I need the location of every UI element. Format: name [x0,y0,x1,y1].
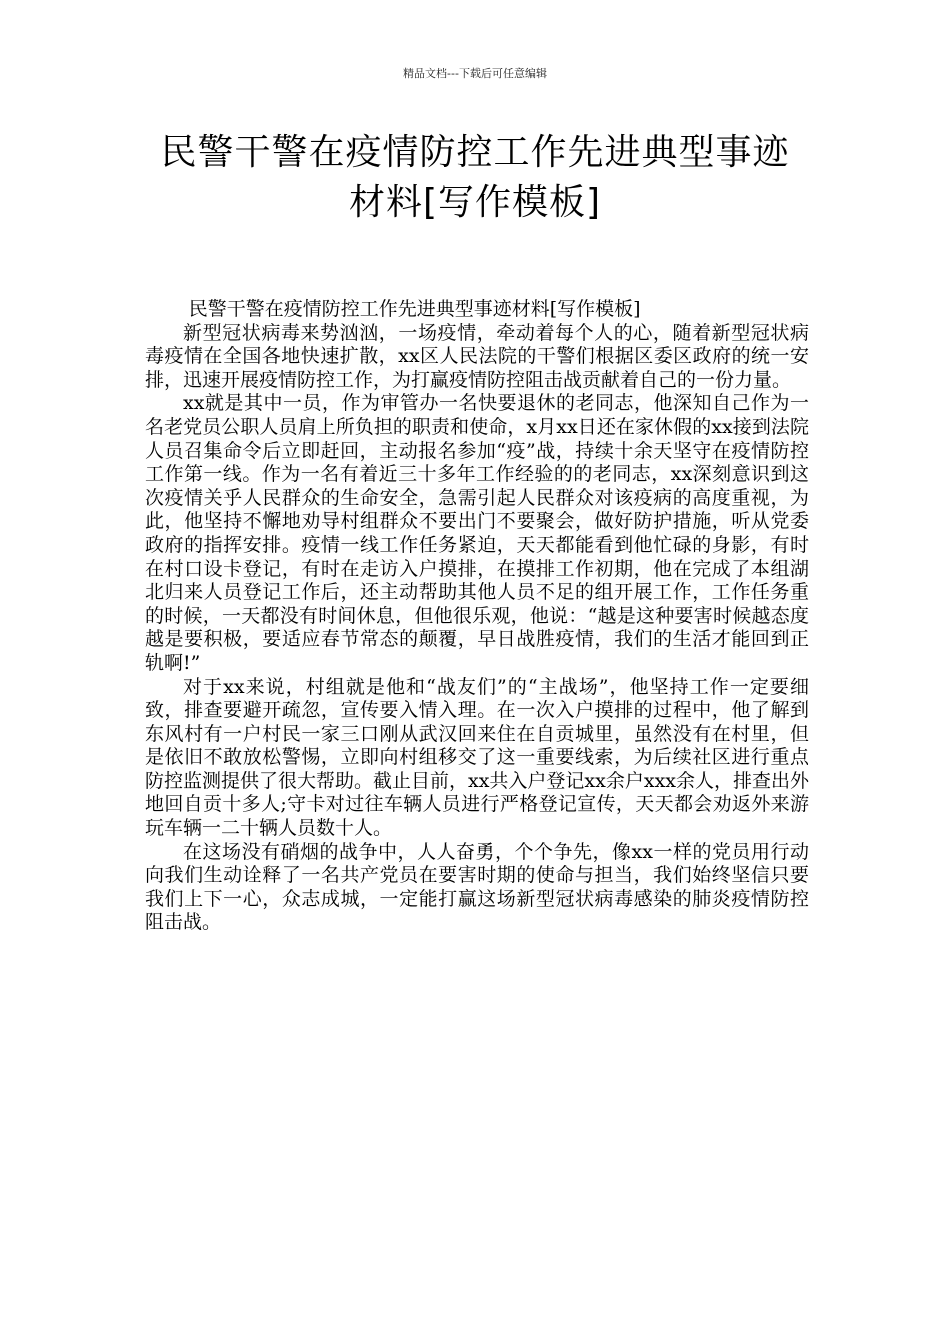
body-paragraph: xx就是其中一员，作为审管办一名快要退休的老同志，他深知自己作为一名老党员公职人员肩上所负担的职责和使命，x月xx日还在家休假的xx接到法院人员召集命令后立即赶回，主动报名参加“疫”战，持续十余天坚守在疫情防控工作第一线。作为一名有着近三十多年工作经验的的老同志，xx深刻意识到这次疫情关乎人民群众的生命安全，急需引起人民群众对该疫病的高度重视，为此，他坚持不懈地劝导村组群众不要出门不要聚会，做好防护措施，听从党委政府的指挥安排。疫情一线工作任务紧迫，天天都能看到他忙碌的身影，有时在村口设卡登记，有时在走访入户摸排，在摸排工作初期，他在完成了本组湖北归来人员登记工作后，还主动帮助其他人员不足的组开展工作，工作任务重的时候，一天都没有时间休息，但他很乐观，他说：“越是这种要害时候越态度越是要积极，要适应春节常态的颠覆，早日战胜疫情，我们的生活才能回到正轨啊!” [145,392,809,674]
body-paragraph: 在这场没有硝烟的战争中，人人奋勇，个个争先，像xx一样的党员用行动向我们生动诠释了一名共产党员在要害时期的使命与担当，我们始终坚信只要我们上下一心，众志成城，一定能打赢这场新型冠状病毒感染的肺炎疫情防控阻击战。 [145,840,809,934]
body-paragraph: 对于xx来说，村组就是他和“战友们”的“主战场”，他坚持工作一定要细致，排查要避开疏忽，宣传要入情入理。在一次入户摸排的过程中，他了解到东风村有一户村民一家三口刚从武汉回来住在自贡城里，虽然没有在村里，但是依旧不敢放松警惕，立即向村组移交了这一重要线索，为后续社区进行重点防控监测提供了很大帮助。截止目前，xx共入户登记xx余户xxx余人，排查出外地回自贡十多人;守卡对过往车辆人员进行严格登记宣传，天天都会劝返外来游玩车辆一二十辆人员数十人。 [145,675,810,840]
body-heading-paragraph: 民警干警在疫情防控工作先进典型事迹材料[写作模板] [188,298,641,320]
header-note: 精品文档---下载后可任意编辑 [403,67,547,80]
document-body [145,298,809,935]
title-line-1: 民警干警在疫情防控工作先进典型事迹 [160,132,790,173]
document-title [140,128,810,228]
body-paragraph: 新型冠状病毒来势汹汹，一场疫情，牵动着每个人的心，随着新型冠状病毒疫情在全国各地快速扩散，xx区人民法院的干警们根据区委区政府的统一安排，迅速开展疫情防控工作，为打赢疫情防控阻击战贡献着自己的一份力量。 [145,321,809,391]
title-line-2: 材料[写作模板] [348,182,602,223]
